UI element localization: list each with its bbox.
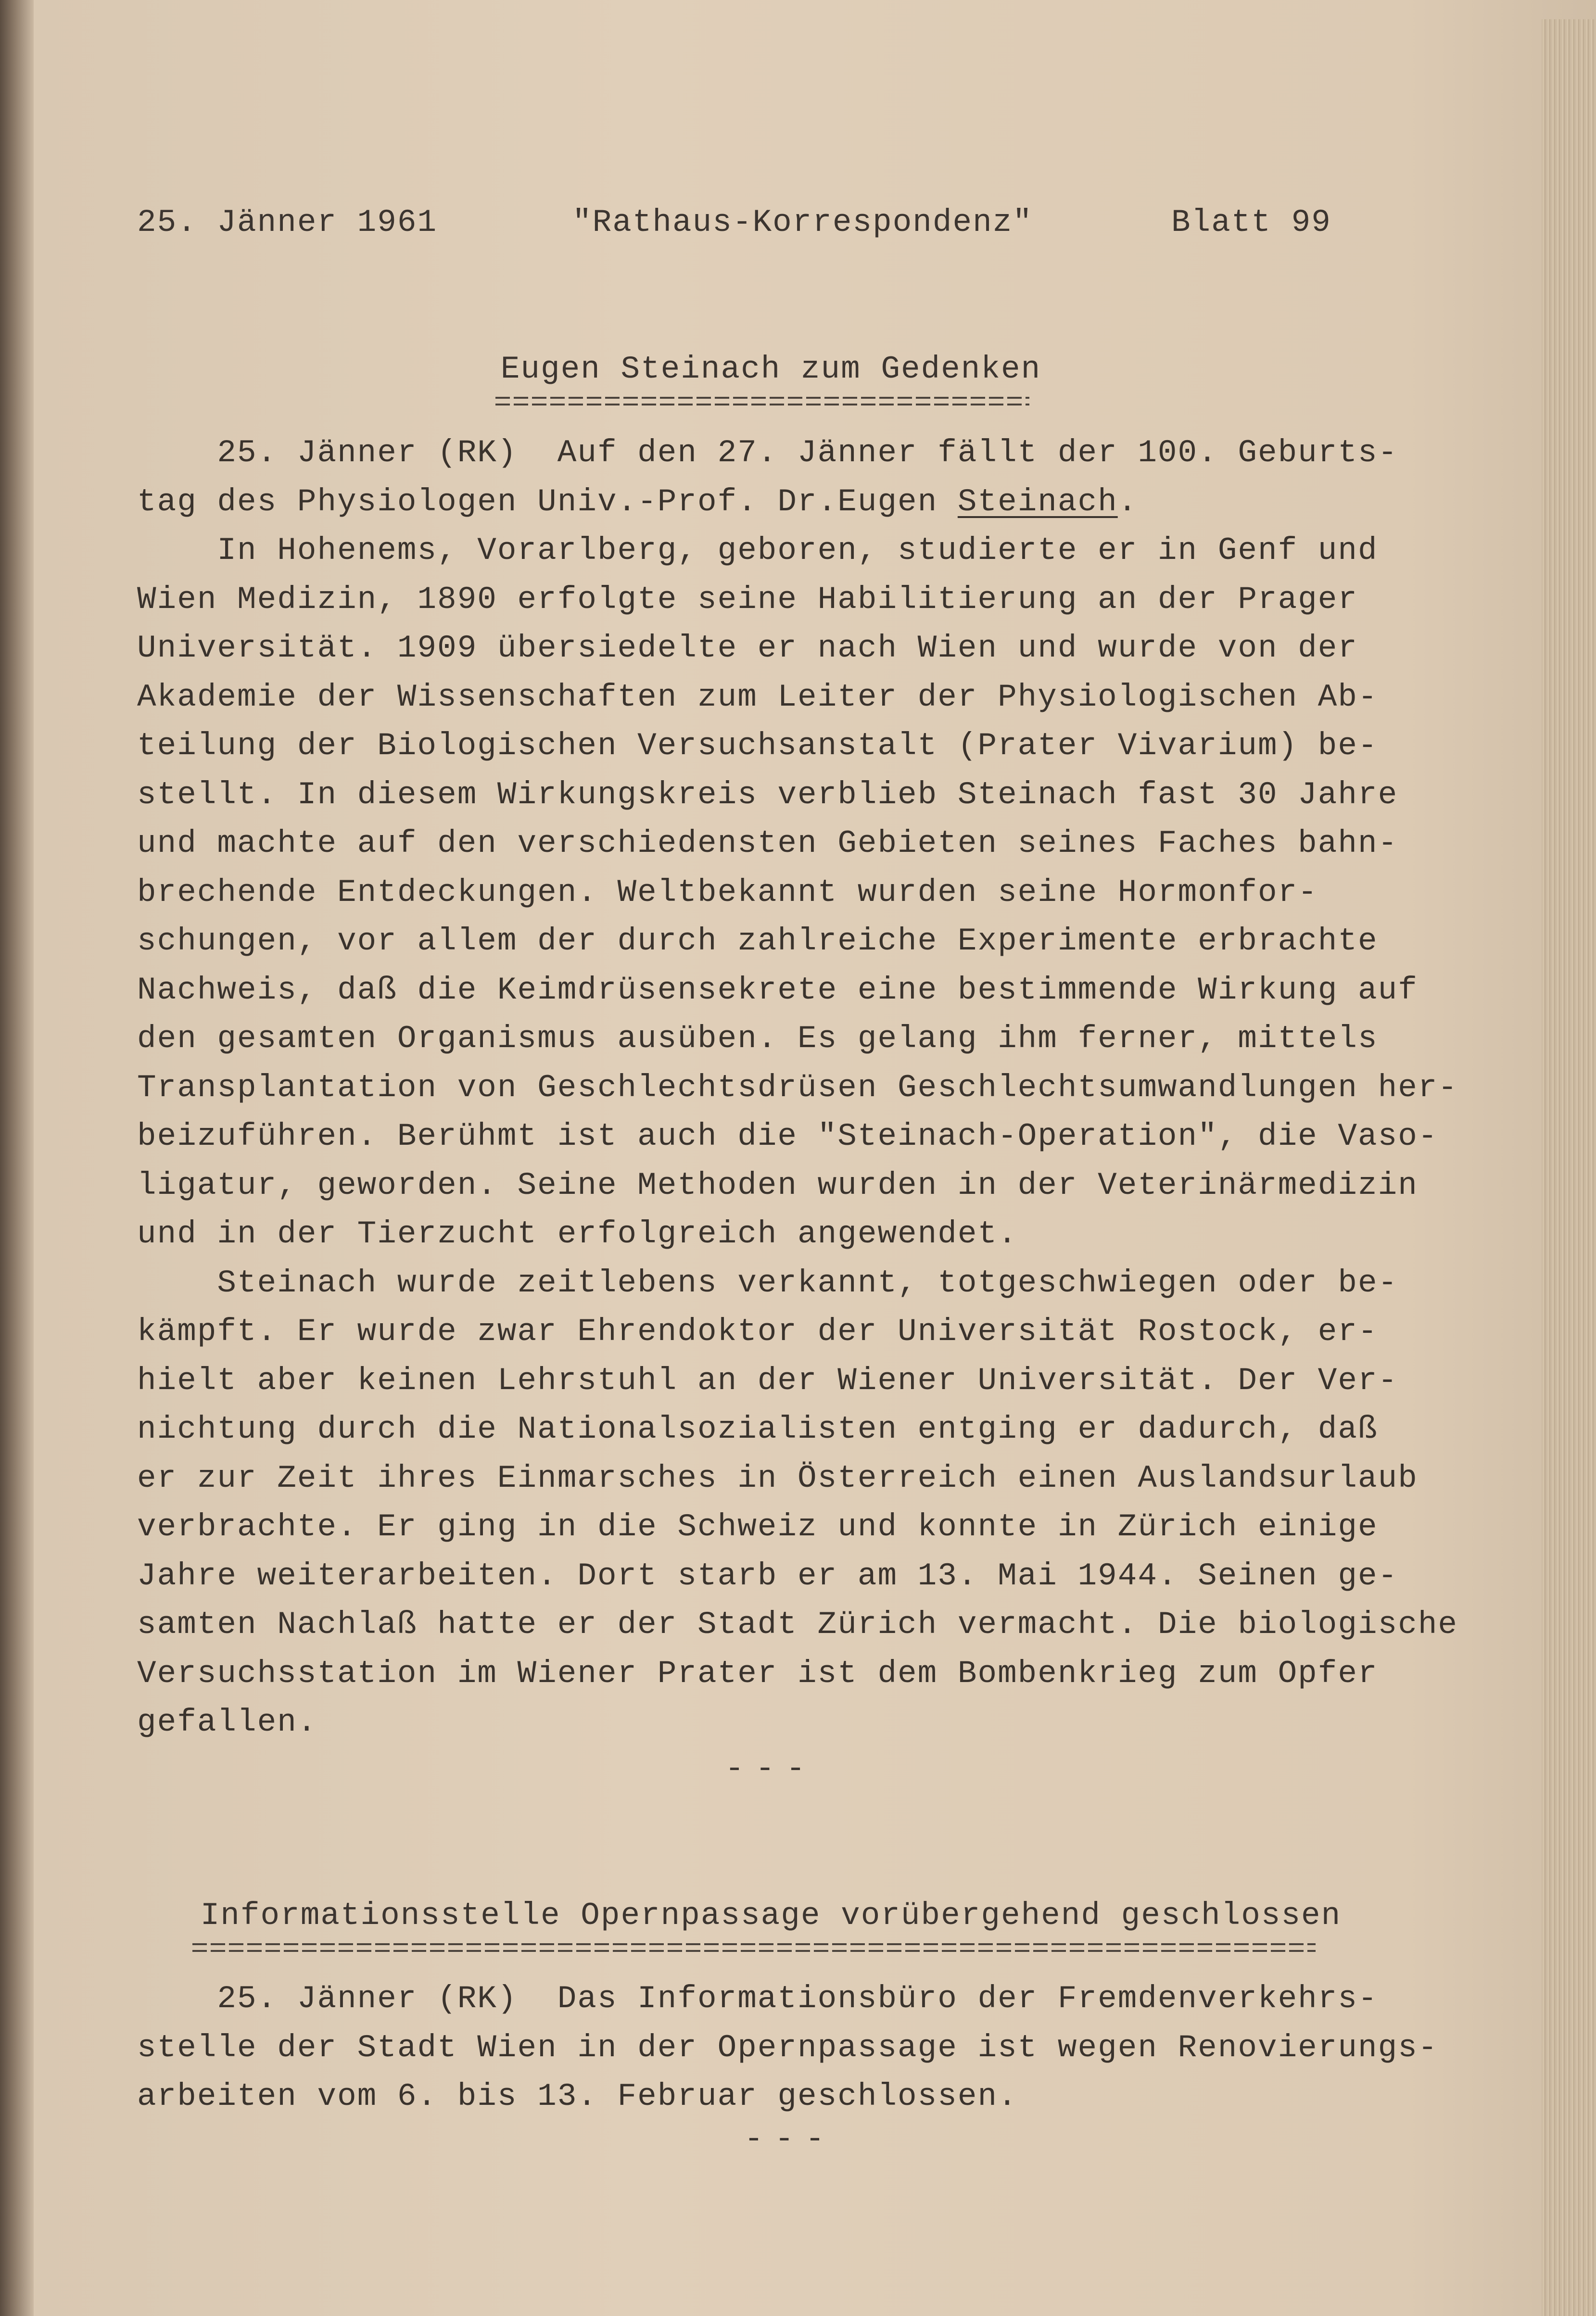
- body-line: verbrachte. Er ging in die Schweiz und konnte in Zürich einige: [137, 1509, 1378, 1545]
- body-line: Wien Medizin, 1890 erfolgte seine Habilitierung an der Prager: [137, 581, 1358, 618]
- body-line: gefallen.: [137, 1704, 317, 1740]
- body-line: Nachweis, daß die Keimdrüsensekrete eine bestimmende Wirkung auf: [137, 972, 1418, 1008]
- body-line: Versuchsstation im Wiener Prater ist dem Bombenkrieg zum Opfer: [137, 1655, 1378, 1692]
- article-body: [137, 1974, 1445, 2121]
- body-line: teilung der Biologischen Versuchsanstalt (Prater Vivarium) be-: [137, 728, 1378, 764]
- body-line: nichtung durch die Nationalsozialisten entging er dadurch, daß: [137, 1411, 1378, 1447]
- body-line: brechende Entdeckungen. Weltbekannt wurden seine Hormonfor-: [137, 874, 1318, 911]
- body-line: Jahre weiterarbeiten. Dort starb er am 13. Mai 1944. Seinen ge-: [137, 1557, 1398, 1594]
- underlined-name: Steinach: [957, 483, 1118, 520]
- body-line: samten Nachlaß hatte er der Stadt Zürich vermacht. Die biologische: [137, 1607, 1458, 1643]
- article-title: Eugen Steinach zum Gedenken: [500, 351, 1041, 387]
- body-line: arbeiten vom 6. bis 13. Februar geschlossen.: [137, 2078, 1018, 2114]
- body-line: schungen, vor allem der durch zahlreiche Experimente erbrachte: [137, 923, 1378, 959]
- body-line: Universität. 1909 übersiedelte er nach Wien und wurde von der: [137, 630, 1358, 666]
- body-line: hielt aber keinen Lehrstuhl an der Wiener Universität. Der Ver-: [137, 1362, 1398, 1399]
- article-title: Informationsstelle Opernpassage vorübergehend geschlossen: [200, 1898, 1342, 1934]
- body-line: Akademie der Wissenschaften zum Leiter der Physiologischen Ab-: [137, 679, 1378, 715]
- body-line: und in der Tierzucht erfolgreich angewendet.: [137, 1216, 1018, 1252]
- body-line: In Hohenems, Vorarlberg, geboren, studierte er in Genf und: [137, 532, 1378, 569]
- header-publication: "Rathaus-Korrespondenz": [572, 204, 1033, 240]
- body-line: stellt. In diesem Wirkungskreis verblieb Steinach fast 30 Jahre: [137, 776, 1398, 813]
- body-line: 25. Jänner (RK) Auf den 27. Jänner fällt der 100. Geburts-: [137, 435, 1398, 471]
- section-separator: ---: [725, 1751, 817, 1787]
- body-line: er zur Zeit ihres Einmarsches in Österreich einen Auslandsurlaub: [137, 1460, 1418, 1496]
- header-date: 25. Jänner 1961: [137, 204, 438, 240]
- body-line: Transplantation von Geschlechtsdrüsen Geschlechtsumwandlungen her-: [137, 1069, 1458, 1106]
- body-line: tag des Physiologen Univ.-Prof. Dr.Eugen Steinach.: [137, 483, 1138, 520]
- title-double-rule: [495, 397, 1029, 408]
- article-body: [137, 429, 1458, 1747]
- page-stack-edge: [1542, 19, 1596, 2316]
- body-line: 25. Jänner (RK) Das Informationsbüro der Fremdenverkehrs-: [137, 1981, 1378, 2017]
- header-sheet-number: Blatt 99: [1171, 204, 1331, 240]
- binding-edge: [0, 0, 34, 2316]
- body-line: ligatur, geworden. Seine Methoden wurden in der Veterinärmedizin: [137, 1167, 1418, 1203]
- body-line: stelle der Stadt Wien in der Opernpassage ist wegen Renovierungs-: [137, 2029, 1438, 2066]
- body-line: den gesamten Organismus ausüben. Es gelang ihm ferner, mittels: [137, 1021, 1378, 1057]
- body-line: kämpft. Er wurde zwar Ehrendoktor der Universität Rostock, er-: [137, 1314, 1378, 1350]
- section-separator: ---: [744, 2121, 836, 2157]
- body-line: und machte auf den verschiedensten Gebieten seines Faches bahn-: [137, 825, 1398, 861]
- body-line: beizuführen. Berühmt ist auch die "Steinach-Operation", die Vaso-: [137, 1118, 1438, 1154]
- body-line: Steinach wurde zeitlebens verkannt, totgeschwiegen oder be-: [137, 1265, 1398, 1301]
- page-header: [137, 204, 1340, 253]
- title-double-rule: [192, 1943, 1316, 1955]
